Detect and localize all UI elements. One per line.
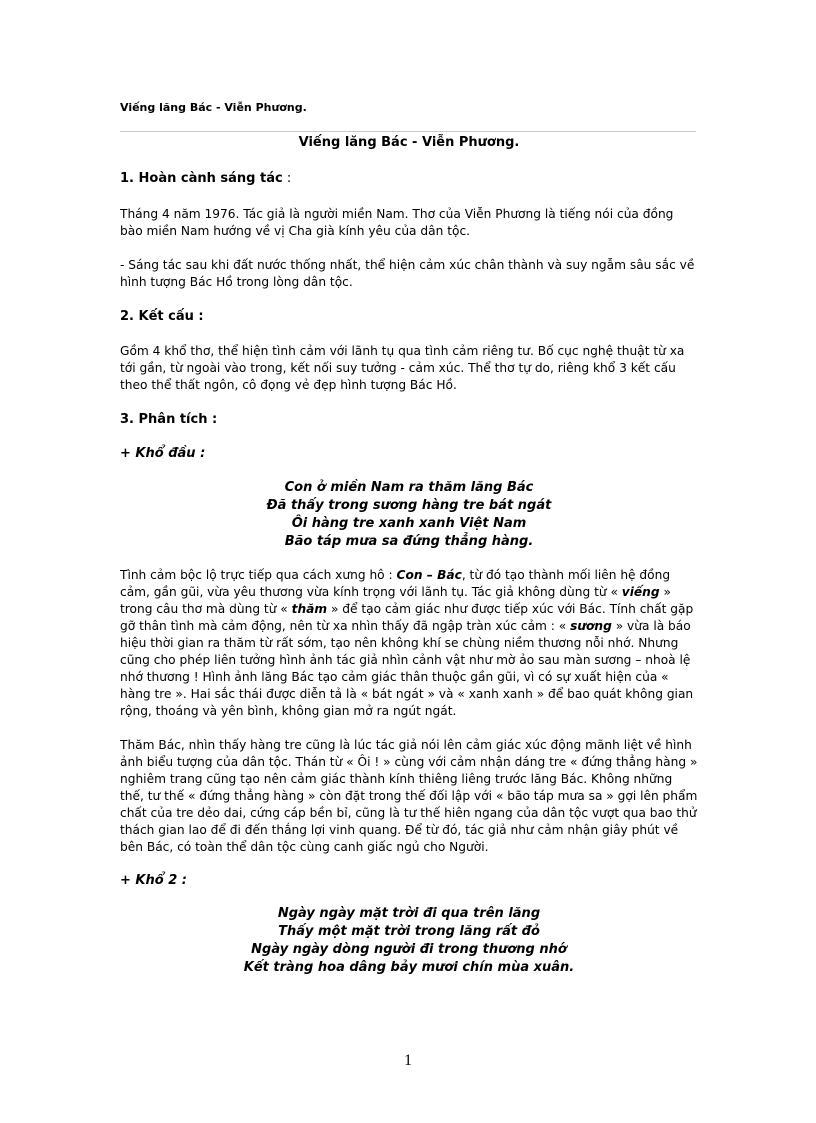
document-title: Viếng lăng Bác - Viễn Phương.: [298, 135, 520, 150]
poem-stanza-2: [120, 905, 698, 977]
analysis-paragraph-2: Thăm Bác, nhìn thấy hàng tre cũng là lúc tác giả nói lên cảm giác xúc động mãnh liệt về hình ảnh biểu tượng của dân tộc. Thán từ « Ôi ! » cùng với cảm nhận dáng tre « đứng thẳng hàng » nghiêm trang cũng tạo nên cảm giác thành kính thiêng liêng trước lăng Bác. Không những thế, tư thế « đứng thẳng hàng » còn đặt trong thế đối lập với « bão táp mưa sa » gợi lên phẩm chất của tre dẻo dai, cứng cáp bền bỉ, cũng là tư thế hiên ngang của dân tộc vượt qua bao thử thách gian lao để đi đến thắng lợi vinh quang. Để từ đó, tác giả như cảm nhận giây phút về bên Bác, có toàn thể dân tộc cùng canh giấc ngủ cho Người.: [120, 738, 698, 854]
section-heading-2: 2. Kết cấu :: [120, 309, 204, 324]
text-run: Tình cảm bộc lộ trực tiếp qua cách xưng hô :: [120, 568, 397, 582]
poem-line: Đã thấy trong sương hàng tre bát ngát: [266, 498, 552, 513]
stanza-label-2: + Khổ 2 :: [120, 873, 187, 888]
section-heading-1: [120, 170, 698, 187]
poem-line: Ôi hàng tre xanh xanh Việt Nam: [291, 516, 527, 531]
running-head: Viếng lăng Bác - Viễn Phương.: [120, 101, 307, 114]
analysis-paragraph-1: [120, 567, 698, 720]
emphasis-text: viếng: [621, 585, 660, 599]
paragraph: Tháng 4 năm 1976. Tác giả là người miền Nam. Thơ của Viễn Phương là tiếng nói của đồng bào miền Nam hướng về vị Cha già kính yêu của dân tộc.: [120, 207, 674, 238]
poem-line: Ngày ngày mặt trời đi qua trên lăng: [277, 906, 541, 921]
emphasis-text: sương: [570, 619, 612, 633]
poem-stanza-1: [120, 479, 698, 551]
section-heading-3: 3. Phân tích :: [120, 412, 218, 427]
header-divider: [120, 131, 696, 132]
section-heading-1-text: 1. Hoàn cành sáng tác: [120, 171, 283, 186]
poem-line: Thấy một mặt trời trong lăng rất đỏ: [278, 924, 540, 939]
emphasis-text: Con – Bác: [396, 568, 462, 582]
poem-line: Bão táp mưa sa đứng thẳng hàng.: [284, 534, 534, 549]
text-run: , từ đó tạo thành mối liên hệ đồng cảm, gần gũi, vừa yêu thương vừa kính trọng với lãnh tụ. Tác giả không dùng từ «: [120, 568, 671, 599]
stanza-label-1: + Khổ đầu :: [120, 446, 206, 461]
poem-line: Kết tràng hoa dâng bảy mươi chín mùa xuân.: [243, 960, 575, 975]
poem-line: Con ở miền Nam ra thăm lăng Bác: [284, 480, 534, 495]
paragraph: - Sáng tác sau khi đất nước thống nhất, thể hiện cảm xúc chân thành và suy ngẫm sâu sắc về hình tượng Bác Hồ trong lòng dân tộc.: [120, 258, 695, 289]
emphasis-text: thăm: [291, 602, 328, 616]
section-heading-1-suffix: :: [282, 171, 292, 186]
paragraph: Gồm 4 khổ thơ, thể hiện tình cảm với lãnh tụ qua tình cảm riêng tư. Bố cục nghệ thuật từ xa tới gần, từ ngoài vào trong, kết nối suy tưởng - cảm xúc. Thể thơ tự do, riêng khổ 3 kết cấu theo thể thất ngôn, cô đọng vẻ đẹp hình tượng Bác Hồ.: [120, 344, 685, 392]
poem-line: Ngày ngày dòng người đi trong thương nhớ: [251, 942, 567, 957]
page-number: 1: [404, 1052, 412, 1069]
text-run: » để tạo cảm giác như được tiếp xúc với Bác. Tính chất gặp gỡ thân tình mà cảm động, nên từ xa nhìn thấy đã ngập tràn xúc cảm : «: [120, 602, 694, 633]
text-run: » trong câu thơ mà dùng từ «: [120, 585, 671, 616]
text-run: » vừa là báo hiệu thời gian ra thăm từ rất sớm, tạo nên không khí se chùng niềm thương nỗi nhớ. Nhưng cũng cho phép liên tưởng hình ảnh tác giả nhìn cảnh vật như mờ ảo sau màn sương – nhoà lệ nhớ thương ! Hình ảnh lăng Bác tạo cảm giác thân thuộc gần gũi, vì có sự xuất hiện của « hàng tre ». Hai sắc thái được diễn tả là « bát ngát » và « xanh xanh » để bao quát không gian rộng, thoáng và yên bình, không gian mở ra ngút ngát.: [120, 619, 694, 718]
document-body: [120, 134, 698, 977]
